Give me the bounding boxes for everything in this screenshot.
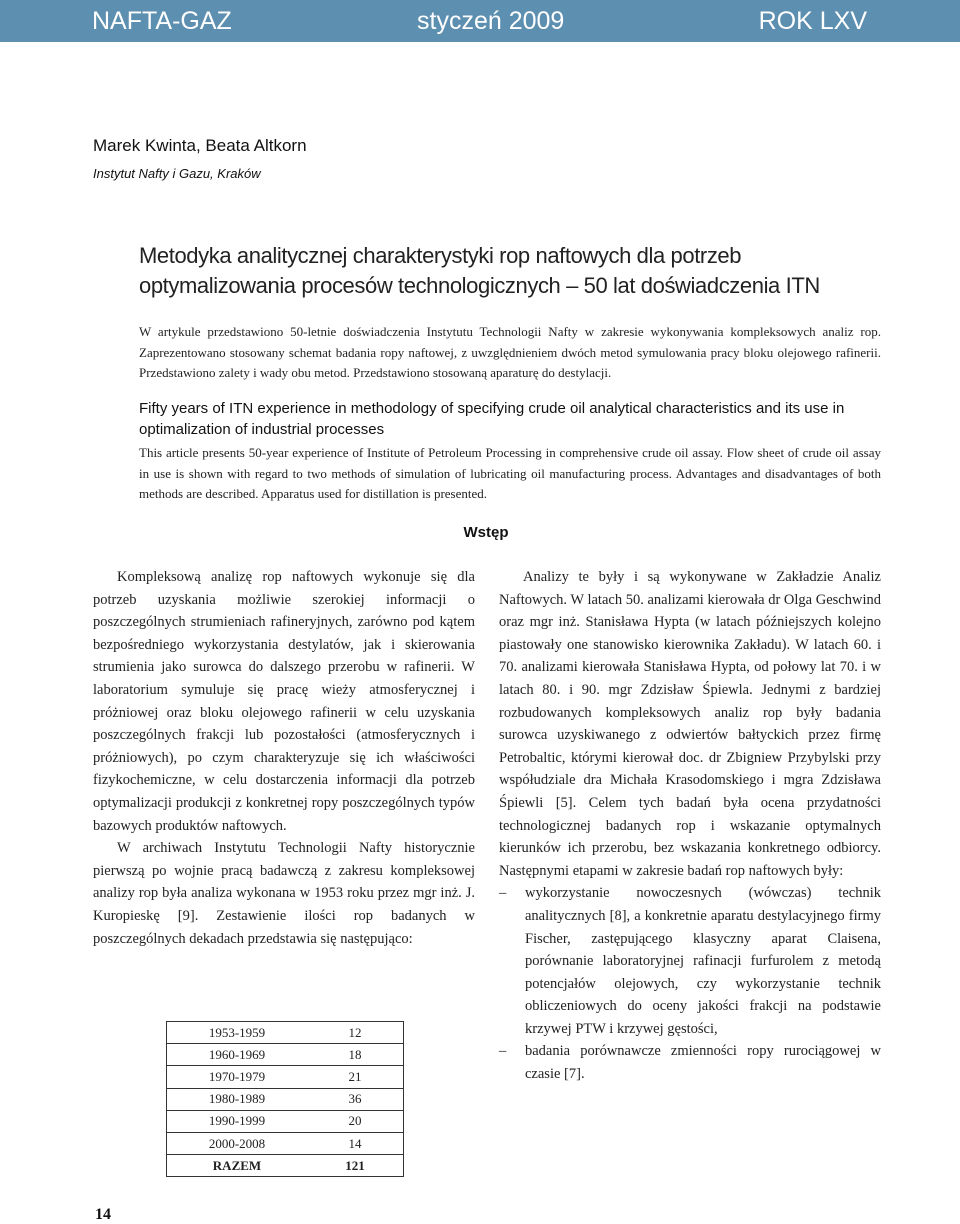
paragraph: W archiwach Instytutu Technologii Nafty historycznie pierwszą po wojnie pracą badawczą z zakresu kompleksowej analizy rop była analiza wykonana w 1953 roku przez mgr inż. J. Kuropieskę [9]. Zestawienie ilości rop badanych w poszczególnych dekadach przedstawia się następująco: [93,840,475,947]
decades-table [166,1021,404,1177]
left-column [93,566,475,950]
table-row [167,1088,404,1110]
journal-volume: ROK LXV [758,7,867,35]
table-row [167,1132,404,1154]
table-cell-count: 20 [307,1110,404,1132]
section-heading: Wstęp [463,524,509,541]
abstract-english: This article presents 50-year experience of Institute of Petroleum Processing in comprehensive crude oil assay. Flow sheet of crude oil assay in use is shown with regard to two methods of simulation of lubricating oil manufacturing process. Advantages and disadvantages of both methods are described. Apparatus used for distillation is presented. [139,445,881,501]
article-authors: Marek Kwinta, Beata Altkorn [93,136,307,155]
table-row [167,1066,404,1088]
table-cell-period: 1990-1999 [167,1110,308,1132]
table-cell-period: 1960-1969 [167,1044,308,1066]
page-number: 14 [95,1206,111,1223]
journal-name: NAFTA-GAZ [92,7,232,35]
table-row [167,1044,404,1066]
table-cell-count: 18 [307,1044,404,1066]
journal-header-bar [0,0,960,42]
paragraph: Kompleksową analizę rop naftowych wykonuje się dla potrzeb uzyskania możliwie szerokiej informacji o poszczególnych strumieniach rafineryjnych, zarówno pod kątem bezpośredniego wykorzystania destylatów, jak i skierowania strumienia jako surowca do dalszego przerobu w rafinerii. W laboratorium symuluje się pracę wieży atmosferycznej i próżniowej oraz bloku olejowego rafinerii w celu uzyskania poszczególnych frakcji lub pozostałości (atmosferycznych i próżniowych), po czym charakteryzuje się ich właściwości fizykochemiczne, w celu dostarczenia informacji dla potrzeb optymalizacji produkcji z konkretnej ropy poszczególnych typów bazowych produktów naftowych. [93,569,475,834]
table-total-label: RAZEM [167,1155,308,1177]
table-cell-period: 1953-1959 [167,1022,308,1044]
table-cell-count: 14 [307,1132,404,1154]
table-cell-period: 2000-2008 [167,1132,308,1154]
abstract-polish: W artykule przedstawiono 50-letnie doświadczenia Instytutu Technologii Nafty w zakresie wykonywania kompleksowych analiz rop. Zaprezentowano stosowany schemat badania ropy naftowej, z uwzględnieniem dwóch metod symulowania pracy bloku olejowego rafinerii. Przedstawiono zalety i wady obu metod. Przedstawiono stosowaną aparaturę do destylacji. [139,324,881,380]
list-item: – wykorzystanie nowoczesnych (wówczas) technik analitycznych [8], a konkretnie aparatu destylacyjnego firmy Fischer, zastępującego klasyczny aparat Claisena, porównanie laboratoryjnej rafinacji furfurolem z metodą potencjałów olejowych, czy wykorzystanie technik obliczeniowych do oceny jakości frakcji na podstawie krzywej PTW i krzywej gęstości, [499,882,881,1040]
table-cell-count: 12 [307,1022,404,1044]
table-total-row [167,1155,404,1177]
article-title-english: Fifty years of ITN experience in methodology of specifying crude oil analytical characteristics and its use in optimalization of industrial processes [139,400,845,438]
author-affiliation: Instytut Nafty i Gazu, Kraków [93,166,261,181]
table-cell-count: 21 [307,1066,404,1088]
issue-date: styczeń 2009 [417,7,565,35]
table-cell-period: 1980-1989 [167,1088,308,1110]
paragraph: Analizy te były i są wykonywane w Zakładzie Analiz Naftowych. W latach 50. analizami kierowała dr Olga Geschwind oraz mgr inż. Stanisława Hypta (w latach późniejszych kolejno piastowały one stanowisko kierownika Zakładu). W latach 60. i 70. analizami kierowała Stanisława Hypta, od połowy lat 70. i w latach 80. i 90. mgr Zdzisław Śpiewla. Jednymi z bardziej rozbudowanych kompleksowych analiz rop były badania surowca uzyskiwanego z odwiertów bałtyckich przez firmę Petrobaltic, którymi kierował doc. dr Zbigniew Przybylski przy współudziale dra Michała Krasodomskiego i mgra Zdzisława Śpiewli [5]. Celem tych badań była ocena przydatności technologicznej badanych rop i wskazanie optymalnych kierunków ich przerobu, bez wskazania konkretnego odbiorcy. Następnymi etapami w zakresie badań rop naftowych były: [499,569,881,879]
list-item: – badania porównawcze zmienności ropy rurociągowej w czasie [7]. [499,1040,881,1085]
table-row [167,1110,404,1132]
table-cell-count: 36 [307,1088,404,1110]
table-cell-period: 1970-1979 [167,1066,308,1088]
table-total-value: 121 [307,1155,404,1177]
article-title-polish: Metodyka analitycznej charakterystyki rop naftowych dla potrzeb optymalizowania procesów technologicznych – 50 lat doświadczenia ITN [139,243,820,298]
right-column [499,566,881,1086]
table-row [167,1022,404,1044]
stages-list [499,882,881,1085]
